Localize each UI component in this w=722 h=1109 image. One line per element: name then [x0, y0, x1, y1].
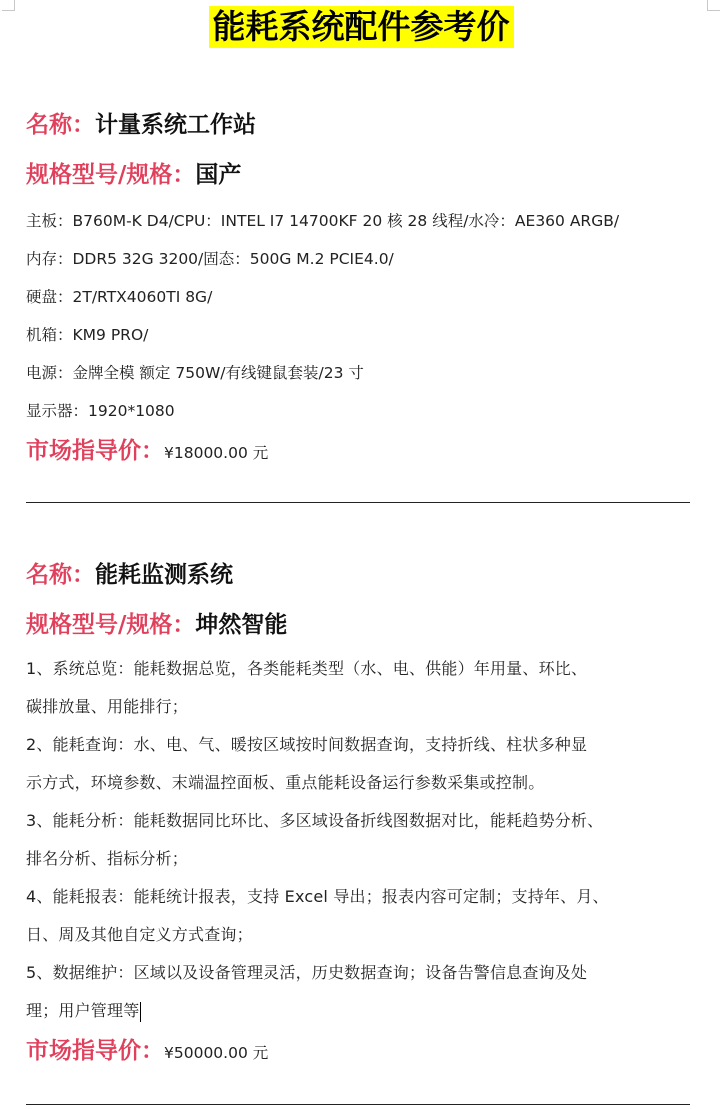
product-section-monitoring	[26, 560, 690, 1068]
feature-line: 2、能耗查询：水、电、气、暖按区域按时间数据查询，支持折线、柱状多种显	[26, 735, 588, 754]
price-value: ¥18000.00 元	[164, 444, 269, 462]
feature-line-last[interactable]	[26, 992, 690, 1030]
product-name-label: 名称：	[26, 561, 95, 588]
product-name-row	[26, 110, 690, 144]
product-section-workstation	[26, 110, 690, 468]
spec-line-chassis: 机箱：KM9 PRO/	[26, 326, 149, 344]
section-divider	[26, 502, 690, 503]
product-name-label: 名称：	[26, 111, 95, 138]
feature-line: 4、能耗报表：能耗统计报表，支持 Excel 导出；报表内容可定制；支持年、月、	[26, 887, 609, 906]
product-name-row	[26, 560, 690, 594]
feature-line: 排名分析、指标分析；	[26, 849, 189, 868]
section-divider	[26, 1104, 690, 1105]
spec-line-mainboard: 主板：B760M-K D4/CPU：INTEL I7 14700KF 20 核 28 线程/水冷：AE360 ARGB/	[26, 212, 620, 230]
product-spec-label: 规格型号/规格：	[26, 161, 196, 188]
product-spec-row	[26, 610, 690, 644]
title-container	[0, 6, 722, 48]
feature-line: 日、周及其他自定义方式查询；	[26, 925, 253, 944]
price-row	[26, 1036, 690, 1068]
feature-line: 5、数据维护：区域以及设备管理灵活，历史数据查询；设备告警信息查询及处	[26, 963, 588, 982]
price-value: ¥50000.00 元	[164, 1044, 269, 1062]
document-title: 能耗系统配件参考价	[209, 6, 514, 48]
feature-description	[26, 650, 690, 1030]
product-name-value: 能耗监测系统	[95, 561, 233, 588]
product-spec-label: 规格型号/规格：	[26, 611, 196, 638]
price-label: 市场指导价：	[26, 1037, 164, 1064]
feature-line-text: 理；用户管理等	[26, 1001, 140, 1020]
feature-line: 3、能耗分析：能耗数据同比环比、多区域设备折线图数据对比，能耗趋势分析、	[26, 811, 604, 830]
spec-line-power: 电源：金牌全模 额定 750W/有线键鼠套装/23 寸	[26, 364, 364, 382]
product-spec-row	[26, 160, 690, 194]
product-spec-value: 国产	[195, 161, 242, 188]
text-cursor	[140, 1002, 141, 1022]
spec-line-monitor: 显示器：1920*1080	[26, 402, 175, 420]
spec-line-disk: 硬盘：2T/RTX4060TI 8G/	[26, 288, 213, 306]
price-label: 市场指导价：	[26, 437, 164, 464]
product-spec-value: 坤然智能	[195, 611, 288, 638]
feature-line: 示方式，环境参数、末端温控面板、重点能耗设备运行参数采集或控制。	[26, 773, 545, 792]
feature-line: 碳排放量、用能排行；	[26, 697, 189, 716]
spec-line-memory: 内存：DDR5 32G 3200/固态：500G M.2 PCIE4.0/	[26, 250, 394, 268]
product-name-value: 计量系统工作站	[95, 111, 256, 138]
price-row	[26, 436, 690, 468]
feature-line: 1、系统总览：能耗数据总览，各类能耗类型（水、电、供能）年用量、环比、	[26, 659, 588, 678]
